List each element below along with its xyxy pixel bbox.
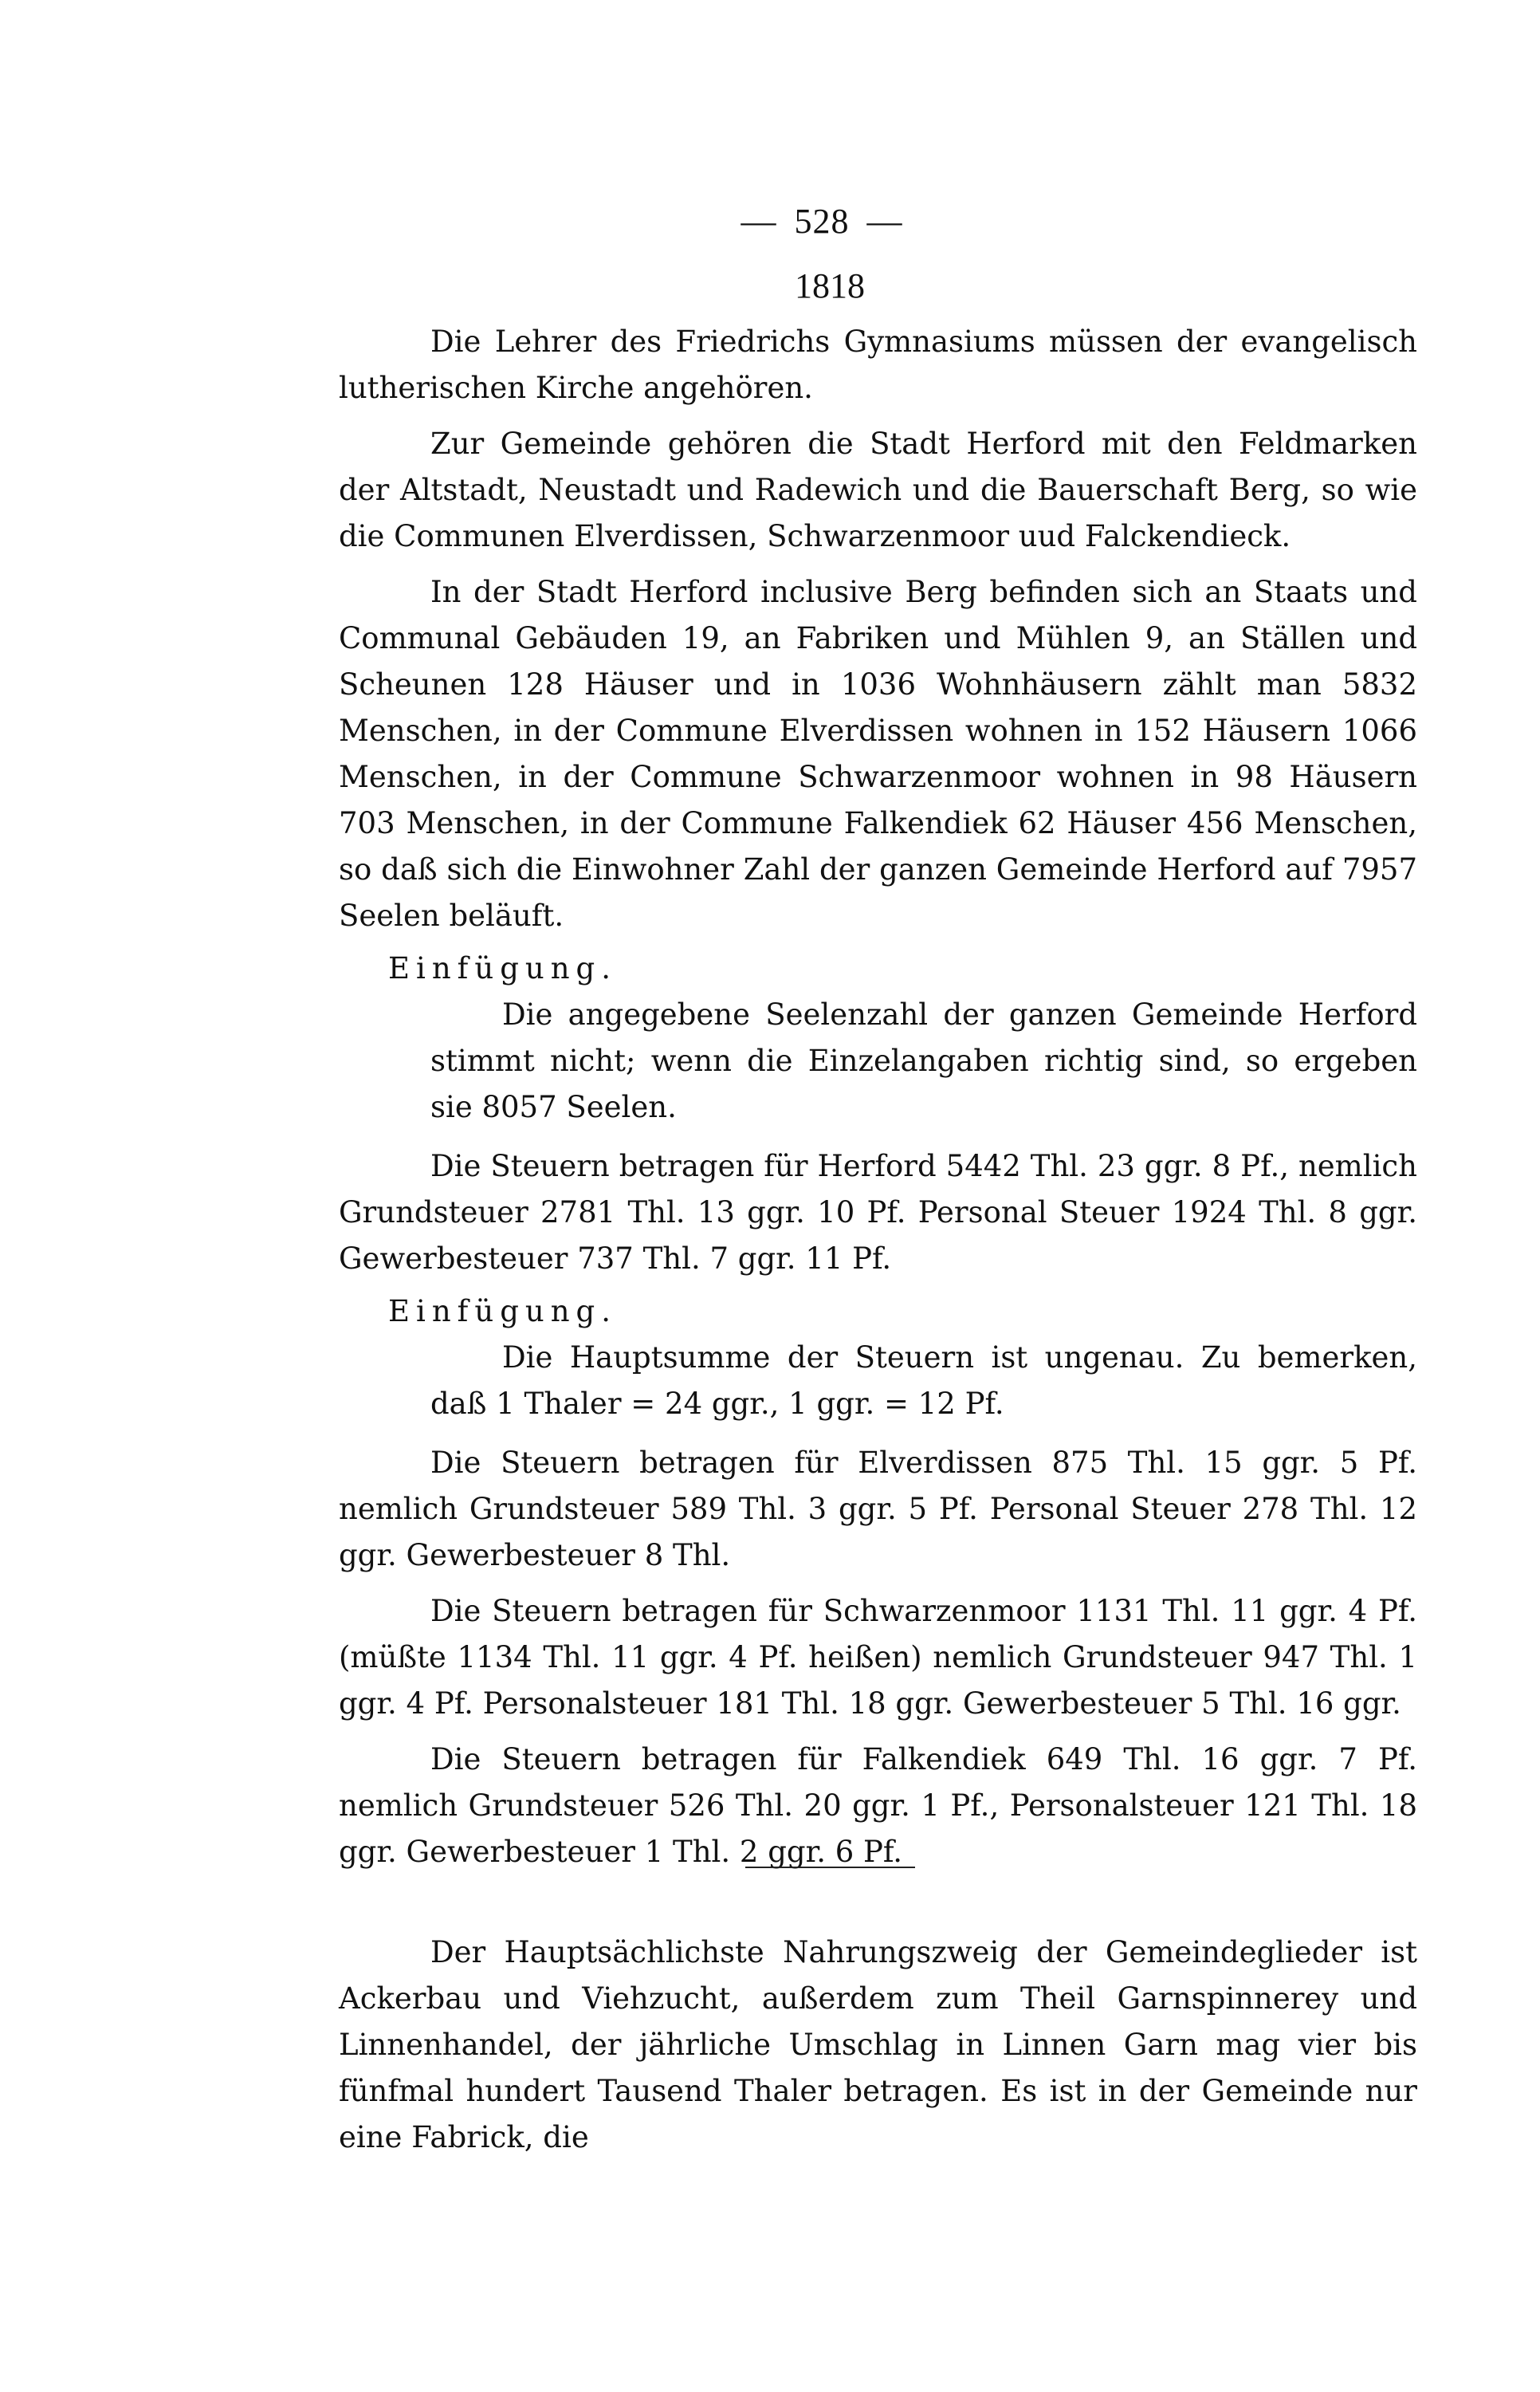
- paragraph-livelihood: Der Hauptsächlichste Nahrungszweig der Gemeindeglieder ist Ackerbau und Viehzucht, außerdem zum Theil Garnspinnerey und Linnenhandel, der jährliche Umschlag in Linnen Garn mag vier bis fünfmal hundert Tausend Thaler betragen. Es ist in der Gemeinde nur eine Fabrick, die: [339, 1935, 1417, 2154]
- page-number: 528: [794, 202, 850, 241]
- insertion-heading-1: Einfügung.: [388, 951, 617, 986]
- bottom-text-column: [339, 1930, 1417, 2161]
- main-text-column: [339, 319, 1417, 1875]
- paragraph-taxes-herford: Die Steuern betragen für Herford 5442 Thl. 23 ggr. 8 Pf., nemlich Grundsteuer 2781 Thl. 13 ggr. 10 Pf. Personal Steuer 1924 Thl. 8 ggr. Gewerbesteuer 737 Thl. 7 ggr. 11 Pf.: [339, 1149, 1417, 1276]
- section-separator-rule: [745, 1867, 915, 1868]
- paragraph-taxes-falkendiek: Die Steuern betragen für Falkendiek 649 Thl. 16 ggr. 7 Pf. nemlich Grundsteuer 526 Thl. 20 ggr. 1 Pf., Personalsteuer 121 Thl. 18 ggr. Gewerbesteuer 1 Thl. 2 ggr. 6 Pf.: [339, 1742, 1417, 1869]
- insertion-note-population: Die angegebene Seelenzahl der ganzen Gemeinde Herford stimmt nicht; wenn die Einzelangaben richtig sind, so ergeben sie 8057 Seelen.: [430, 997, 1417, 1124]
- paragraph-taxes-elverdissen: Die Steuern betragen für Elverdissen 875 Thl. 15 ggr. 5 Pf. nemlich Grundsteuer 589 Thl. 3 ggr. 5 Pf. Personal Steuer 278 Thl. 12 ggr. Gewerbesteuer 8 Thl.: [339, 1446, 1417, 1572]
- paragraph-taxes-schwarzenmoor: Die Steuern betragen für Schwarzenmoor 1131 Thl. 11 ggr. 4 Pf. (müßte 1134 Thl. 11 ggr. 4 Pf. heißen) nemlich Grundsteuer 947 Thl. 1 ggr. 4 Pf. Personalsteuer 181 Thl. 18 ggr. Gewerbesteuer 5 Thl. 16 ggr.: [339, 1594, 1417, 1721]
- paragraph-population: In der Stadt Herford inclusive Berg befinden sich an Staats und Communal Gebäuden 19, an Fabriken und Mühlen 9, an Ställen und Scheunen 128 Häuser und in 1036 Wohnhäusern zählt man 5832 Menschen, in der Commune Elverdissen wohnen in 152 Häusern 1066 Menschen, in der Commune Schwarzenmoor wohnen in 98 Häusern 703 Menschen, in der Commune Falkendiek 62 Häuser 456 Menschen, so daß sich die Einwohner Zahl der ganzen Gemeinde Herford auf 7957 Seelen beläuft.: [339, 575, 1417, 933]
- paragraph-municipality: Zur Gemeinde gehören die Stadt Herford mit den Feldmarken der Altstadt, Neustadt und Radewich und die Bauerschaft Berg, so wie die Communen Elverdissen, Schwarzenmoor uud Falckendieck.: [339, 427, 1417, 553]
- page-number-dash-left: —: [741, 202, 777, 241]
- insertion-heading-2: Einfügung.: [388, 1294, 617, 1328]
- page-number-header: [0, 201, 1540, 242]
- page-number-dash-right: —: [866, 202, 903, 241]
- year-heading: 1818: [795, 266, 865, 305]
- insertion-note-taxes: Die Hauptsumme der Steuern ist ungenau. Zu bemerken, daß 1 Thaler = 24 ggr., 1 ggr. = 12 Pf.: [430, 1340, 1417, 1421]
- paragraph-teachers: Die Lehrer des Friedrichs Gymnasiums müssen der evangelisch lutherischen Kirche angehören.: [339, 325, 1417, 405]
